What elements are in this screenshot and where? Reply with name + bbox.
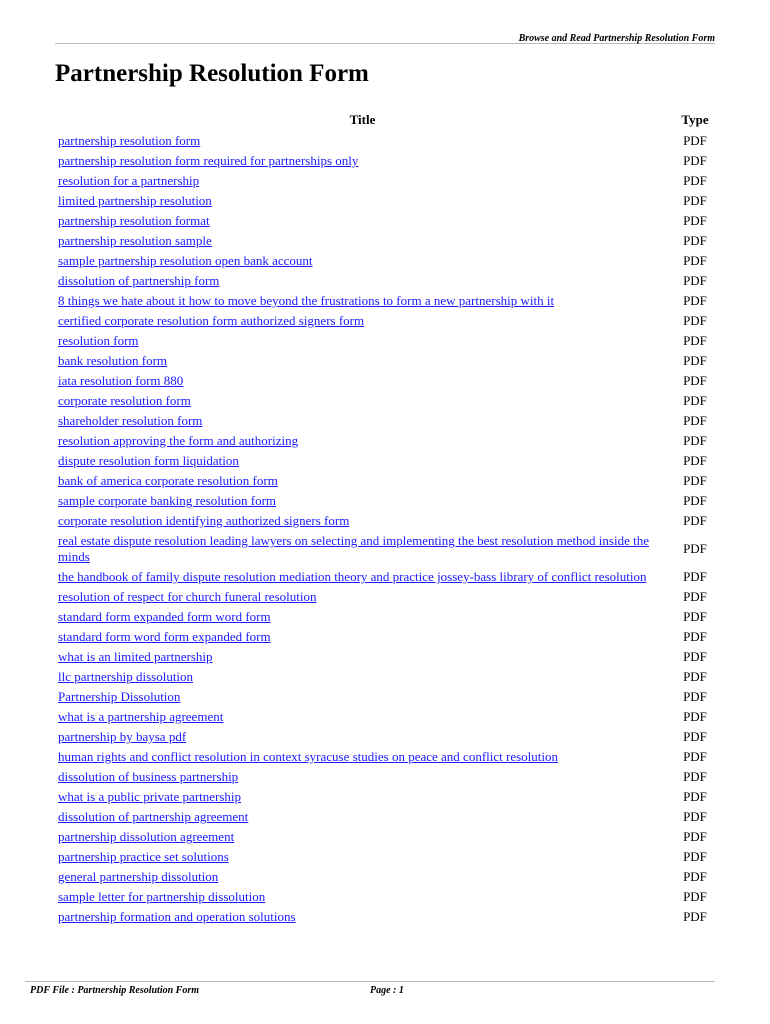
row-type-cell: PDF [683, 333, 707, 348]
row-title-cell [55, 231, 670, 251]
document-link[interactable]: bank resolution form [58, 353, 168, 368]
page-footer [25, 981, 715, 1000]
document-link[interactable]: partnership resolution form [58, 133, 201, 148]
table-row [55, 887, 720, 907]
table-row [55, 647, 720, 667]
document-link[interactable]: sample letter for partnership dissolution [58, 889, 266, 904]
document-link[interactable]: limited partnership resolution [58, 193, 212, 208]
row-title-cell [55, 431, 670, 451]
table-row [55, 251, 720, 271]
row-type-cell: PDF [683, 293, 707, 308]
document-link[interactable]: llc partnership dissolution [58, 669, 194, 684]
document-link[interactable]: partnership resolution form required for partnerships only [58, 153, 359, 168]
row-type-cell: PDF [683, 809, 707, 824]
document-link[interactable]: what is an limited partnership [58, 649, 213, 664]
document-link[interactable]: partnership formation and operation solutions [58, 909, 296, 924]
row-type-cell: PDF [683, 153, 707, 168]
row-type-cell: PDF [683, 213, 707, 228]
row-type-cell: PDF [683, 669, 707, 684]
table-row [55, 787, 720, 807]
document-link[interactable]: partnership practice set solutions [58, 849, 229, 864]
row-type-cell: PDF [683, 453, 707, 468]
row-title-cell [55, 687, 670, 707]
row-type-cell: PDF [683, 273, 707, 288]
document-link[interactable]: bank of america corporate resolution form [58, 473, 278, 488]
row-title-cell [55, 867, 670, 887]
table-row [55, 451, 720, 471]
row-type-cell: PDF [683, 233, 707, 248]
table-row [55, 471, 720, 491]
row-type-cell: PDF [683, 689, 707, 704]
table-row [55, 531, 720, 567]
document-link[interactable]: partnership by baysa pdf [58, 729, 187, 744]
row-title-cell [55, 887, 670, 907]
document-link[interactable]: real estate dispute resolution leading lawyers on selecting and implementing the best resolution method inside the minds [58, 533, 649, 564]
row-title-cell [55, 391, 670, 411]
row-type-cell: PDF [683, 709, 707, 724]
table-row [55, 291, 720, 311]
row-title-cell [55, 607, 670, 627]
row-type-cell: PDF [683, 313, 707, 328]
row-type-cell: PDF [683, 413, 707, 428]
row-title-cell [55, 151, 670, 171]
document-link[interactable]: resolution approving the form and authorizing [58, 433, 299, 448]
document-link[interactable]: Partnership Dissolution [58, 689, 181, 704]
table-row [55, 331, 720, 351]
row-title-cell [55, 451, 670, 471]
table-row [55, 807, 720, 827]
table-row [55, 411, 720, 431]
document-link[interactable]: corporate resolution form [58, 393, 191, 408]
row-type-cell: PDF [683, 493, 707, 508]
table-row [55, 727, 720, 747]
row-title-cell [55, 171, 670, 191]
document-link[interactable]: what is a partnership agreement [58, 709, 224, 724]
row-type-cell: PDF [683, 889, 707, 904]
document-link[interactable]: standard form word form expanded form [58, 629, 271, 644]
table-row [55, 271, 720, 291]
row-type-cell: PDF [683, 849, 707, 864]
table-row [55, 827, 720, 847]
row-type-cell: PDF [683, 629, 707, 644]
table-row [55, 171, 720, 191]
row-type-cell: PDF [683, 569, 707, 584]
row-title-cell [55, 191, 670, 211]
document-link[interactable]: certified corporate resolution form authorized signers form [58, 313, 365, 328]
document-link[interactable]: 8 things we hate about it how to move beyond the frustrations to form a new partnership with it [58, 293, 555, 308]
row-title-cell [55, 291, 670, 311]
table-body [55, 131, 720, 927]
document-link[interactable]: partnership resolution sample [58, 233, 212, 248]
table-row [55, 311, 720, 331]
table-row [55, 667, 720, 687]
table-row [55, 431, 720, 451]
row-type-cell: PDF [683, 193, 707, 208]
table-row [55, 747, 720, 767]
row-type-cell: PDF [683, 649, 707, 664]
document-link[interactable]: corporate resolution identifying authorized signers form [58, 513, 350, 528]
table-row [55, 151, 720, 171]
table-row [55, 567, 720, 587]
footer-file-label: PDF File : Partnership Resolution Form [30, 985, 200, 996]
row-title-cell [55, 331, 670, 351]
document-link[interactable]: partnership resolution format [58, 213, 210, 228]
page-header [55, 28, 715, 44]
row-title-cell [55, 371, 670, 391]
row-type-cell: PDF [683, 869, 707, 884]
row-title-cell [55, 511, 670, 531]
document-link[interactable]: dissolution of business partnership [58, 769, 239, 784]
table-row [55, 211, 720, 231]
row-type-cell: PDF [683, 433, 707, 448]
header-text: Browse and Read Partnership Resolution Form [518, 33, 715, 44]
footer-page-number: Page : 1 [370, 985, 404, 996]
row-title-cell [55, 567, 670, 587]
row-type-cell: PDF [683, 589, 707, 604]
row-type-cell: PDF [683, 541, 707, 556]
row-title-cell [55, 747, 670, 767]
row-type-cell: PDF [683, 173, 707, 188]
row-title-cell [55, 471, 670, 491]
table-row [55, 707, 720, 727]
table-row [55, 491, 720, 511]
document-link[interactable]: iata resolution form 880 [58, 373, 184, 388]
row-title-cell [55, 707, 670, 727]
row-type-cell: PDF [683, 373, 707, 388]
row-title-cell [55, 531, 670, 567]
row-type-cell: PDF [683, 829, 707, 844]
row-title-cell [55, 251, 670, 271]
document-link[interactable]: sample partnership resolution open bank account [58, 253, 313, 268]
table-row [55, 867, 720, 887]
document-link[interactable]: dispute resolution form liquidation [58, 453, 239, 468]
table-row [55, 511, 720, 531]
row-type-cell: PDF [683, 749, 707, 764]
document-link[interactable]: human rights and conflict resolution in context syracuse studies on peace and conflict resolution [58, 749, 559, 764]
table-row [55, 627, 720, 647]
row-title-cell [55, 807, 670, 827]
row-type-cell: PDF [683, 473, 707, 488]
row-type-cell: PDF [683, 353, 707, 368]
row-type-cell: PDF [683, 253, 707, 268]
table-row [55, 847, 720, 867]
table-row [55, 767, 720, 787]
document-link[interactable]: sample corporate banking resolution form [58, 493, 277, 508]
column-header-type: Type [681, 112, 709, 127]
row-type-cell: PDF [683, 729, 707, 744]
table-row [55, 351, 720, 371]
row-title-cell [55, 587, 670, 607]
row-title-cell [55, 827, 670, 847]
document-link[interactable]: partnership dissolution agreement [58, 829, 235, 844]
row-type-cell: PDF [683, 769, 707, 784]
row-title-cell [55, 271, 670, 291]
table-row [55, 131, 720, 151]
table-row [55, 907, 720, 927]
document-link[interactable]: standard form expanded form word form [58, 609, 271, 624]
row-type-cell: PDF [683, 393, 707, 408]
table-row [55, 587, 720, 607]
row-title-cell [55, 727, 670, 747]
row-title-cell [55, 667, 670, 687]
document-link[interactable]: resolution form [58, 333, 139, 348]
document-title: Partnership Resolution Form [55, 60, 369, 87]
row-title-cell [55, 907, 670, 927]
row-title-cell [55, 847, 670, 867]
row-title-cell [55, 491, 670, 511]
row-type-cell: PDF [683, 789, 707, 804]
document-link[interactable]: general partnership dissolution [58, 869, 219, 884]
column-header-title: Title [349, 112, 376, 127]
table-row [55, 191, 720, 211]
row-title-cell [55, 311, 670, 331]
document-listing-table [55, 109, 720, 927]
document-link[interactable]: resolution for a partnership [58, 173, 200, 188]
table-row [55, 391, 720, 411]
row-title-cell [55, 211, 670, 231]
document-link[interactable]: what is a public private partnership [58, 789, 242, 804]
row-title-cell [55, 647, 670, 667]
row-type-cell: PDF [683, 133, 707, 148]
table-row [55, 231, 720, 251]
row-type-cell: PDF [683, 609, 707, 624]
document-link[interactable]: dissolution of partnership agreement [58, 809, 249, 824]
table-row [55, 687, 720, 707]
row-type-cell: PDF [683, 513, 707, 528]
document-link[interactable]: shareholder resolution form [58, 413, 203, 428]
row-title-cell [55, 767, 670, 787]
row-type-cell: PDF [683, 909, 707, 924]
document-link[interactable]: the handbook of family dispute resolution mediation theory and practice jossey-bass library of conflict resolution [58, 569, 647, 584]
table-row [55, 371, 720, 391]
row-title-cell [55, 627, 670, 647]
document-link[interactable]: dissolution of partnership form [58, 273, 220, 288]
document-link[interactable]: resolution of respect for church funeral resolution [58, 589, 317, 604]
row-title-cell [55, 131, 670, 151]
table-header-row [55, 109, 720, 131]
row-title-cell [55, 787, 670, 807]
row-title-cell [55, 411, 670, 431]
table-row [55, 607, 720, 627]
row-title-cell [55, 351, 670, 371]
